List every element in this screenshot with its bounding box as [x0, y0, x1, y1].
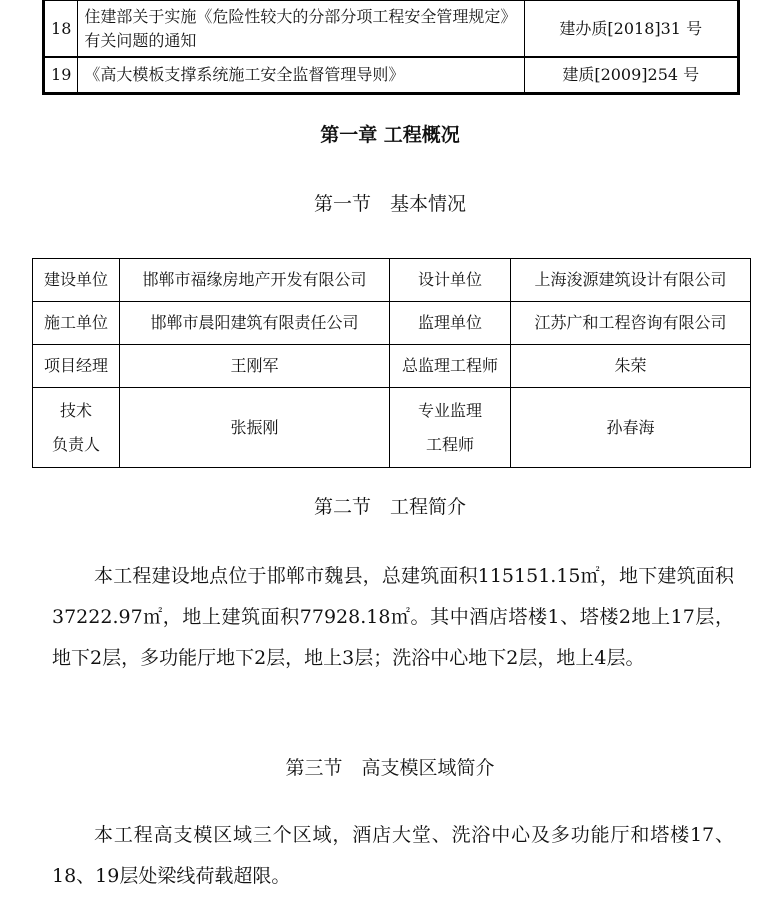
regulation-code: 建质[2009]254 号	[524, 57, 738, 94]
table-row	[44, 1, 739, 58]
section-title-basic-info: 第一节 基本情况	[313, 193, 466, 215]
table-row	[33, 345, 751, 388]
formwork-paragraph: 本工程高支模区域三个区域，酒店大堂、洗浴中心及多功能厅和塔楼17、18、19层处梁线荷载超限。	[52, 824, 734, 887]
table-row	[33, 302, 751, 345]
project-info-table	[32, 258, 751, 468]
regulation-code: 建办质[2018]31 号	[524, 1, 738, 58]
label-line: 工程师	[425, 434, 474, 454]
cell-value: 张振刚	[120, 388, 390, 468]
cell-label: 总监理工程师	[390, 345, 511, 388]
cell-value: 邯郸市福缘房地产开发有限公司	[120, 259, 390, 302]
table-row	[33, 259, 751, 302]
cell-label: 监理单位	[390, 302, 511, 345]
cell-label: 设计单位	[390, 259, 511, 302]
section-title-formwork: 第三节 高支模区域简介	[285, 757, 495, 779]
overview-paragraph: 本工程建设地点位于邯郸市魏县，总建筑面积115151.15㎡，地下建筑面积37222.97㎡，地上建筑面积77928.18㎡。其中酒店塔楼1、塔楼2地上17层，地下2层，多功能厅地下2层，地上3层；洗浴中心地下2层，地上4层。	[52, 565, 734, 669]
label-line: 技术	[59, 400, 92, 420]
chapter-title: 第一章 工程概况	[320, 124, 460, 146]
label-line: 专业监理	[417, 400, 482, 420]
cell-label	[33, 388, 120, 468]
cell-value: 王刚军	[120, 345, 390, 388]
regulation-number: 19	[44, 57, 78, 94]
regulation-title: 《高大模板支撑系统施工安全监督管理导则》	[78, 57, 524, 94]
table-row	[33, 388, 751, 468]
section-title-overview: 第二节 工程简介	[313, 496, 466, 518]
cell-label: 项目经理	[33, 345, 120, 388]
cell-value: 孙春海	[511, 388, 751, 468]
label-line: 负责人	[51, 434, 100, 454]
cell-label: 建设单位	[33, 259, 120, 302]
table-row	[44, 57, 739, 94]
cell-value: 上海浚源建筑设计有限公司	[511, 259, 751, 302]
cell-value: 江苏广和工程咨询有限公司	[511, 302, 751, 345]
cell-value: 朱荣	[511, 345, 751, 388]
regulation-number: 18	[44, 1, 78, 58]
cell-label	[390, 388, 511, 468]
cell-value: 邯郸市晨阳建筑有限责任公司	[120, 302, 390, 345]
cell-label: 施工单位	[33, 302, 120, 345]
regulation-title: 住建部关于实施《危险性较大的分部分项工程安全管理规定》有关问题的通知	[78, 1, 524, 58]
regulations-table	[42, 0, 740, 95]
